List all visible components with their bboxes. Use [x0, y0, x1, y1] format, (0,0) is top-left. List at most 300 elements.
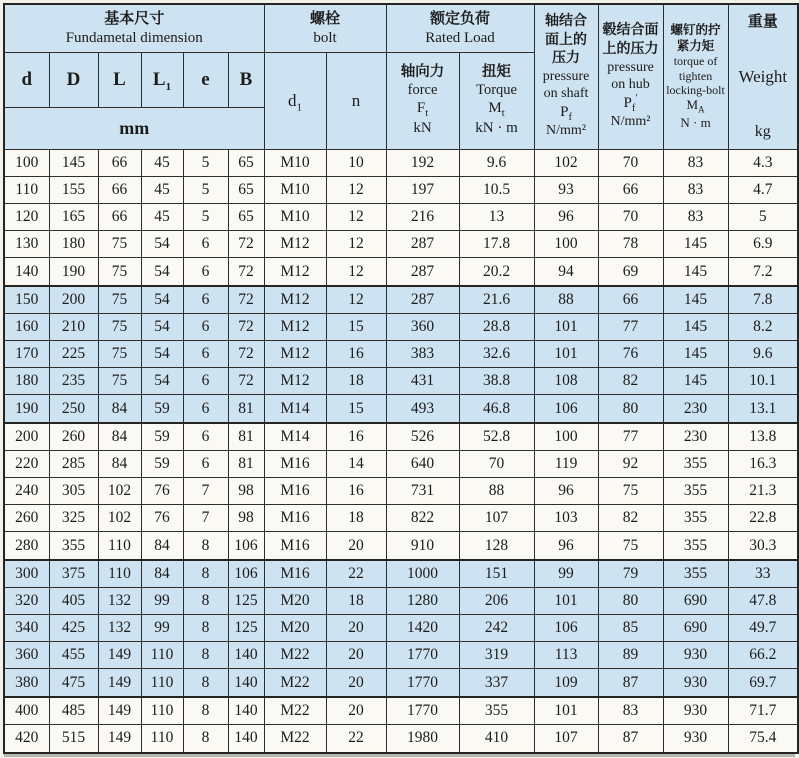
pressure-hub-symbol: $P_f'$	[623, 92, 638, 114]
table-cell: M16	[264, 505, 326, 532]
table-cell: 190	[49, 258, 98, 286]
table-cell: 78	[598, 231, 663, 258]
weight-zh: 重量	[747, 14, 778, 30]
force-unit: kN	[413, 119, 432, 136]
table-cell: 930	[663, 669, 728, 697]
table-cell: 66	[598, 177, 663, 204]
table-cell: 235	[49, 368, 98, 395]
table-cell: 113	[534, 642, 598, 669]
table-cell: M12	[264, 368, 326, 395]
table-cell: 66	[98, 150, 141, 177]
table-row	[4, 314, 798, 341]
torque-symbol: $M_t$	[488, 100, 505, 119]
header-bolt	[264, 4, 386, 52]
table-cell: 54	[141, 368, 183, 395]
table-cell: 12	[326, 204, 386, 231]
table-cell: 431	[386, 368, 459, 395]
table-cell: 76	[141, 505, 183, 532]
table-cell: 88	[534, 286, 598, 314]
table-cell: 8	[183, 588, 228, 615]
table-cell: 360	[386, 314, 459, 341]
torque-en: Torque	[476, 81, 517, 98]
table-cell: 16	[326, 423, 386, 451]
pressure-shaft-unit: N/mm²	[546, 123, 587, 139]
table-row	[4, 150, 798, 177]
table-cell: 128	[459, 532, 534, 560]
table-cell: 5	[183, 177, 228, 204]
table-cell: 45	[141, 177, 183, 204]
table-cell: 59	[141, 451, 183, 478]
table-cell: 280	[4, 532, 49, 560]
table-row	[4, 423, 798, 451]
table-cell: 83	[663, 177, 728, 204]
table-cell: 6	[183, 395, 228, 423]
table-cell: 14	[326, 451, 386, 478]
table-cell: 192	[386, 150, 459, 177]
header-col-d: d	[4, 52, 49, 108]
table-cell: 690	[663, 588, 728, 615]
table-cell: 260	[4, 505, 49, 532]
table-cell: 80	[598, 395, 663, 423]
table-cell: 66	[98, 177, 141, 204]
table-cell: 16	[326, 341, 386, 368]
table-row	[4, 505, 798, 532]
table-cell: 6	[183, 258, 228, 286]
table-cell: 140	[228, 725, 264, 753]
table-cell: 110	[4, 177, 49, 204]
table-cell: 6	[183, 368, 228, 395]
table-cell: 6	[183, 231, 228, 258]
table-cell: 149	[98, 725, 141, 753]
force-en: force	[407, 81, 438, 98]
table-cell: 28.8	[459, 314, 534, 341]
table-row	[4, 725, 798, 753]
table-cell: 102	[98, 478, 141, 505]
table-cell: 200	[49, 286, 98, 314]
table-cell: 197	[386, 177, 459, 204]
table-cell: 101	[534, 341, 598, 368]
table-cell: 18	[326, 505, 386, 532]
table-cell: 65	[228, 177, 264, 204]
table-cell: 87	[598, 669, 663, 697]
table-cell: M16	[264, 532, 326, 560]
table-cell: 140	[228, 669, 264, 697]
weight-header-stack	[729, 5, 798, 149]
table-cell: 84	[98, 451, 141, 478]
header-rated-zh: 额定负荷	[430, 10, 491, 27]
pressure-hub-en: pressure on hub	[607, 59, 654, 93]
table-cell: 106	[228, 532, 264, 560]
header-pressure-shaft	[534, 4, 598, 150]
table-cell: 6.9	[728, 231, 798, 258]
table-cell: 70	[598, 204, 663, 231]
table-cell: 17.8	[459, 231, 534, 258]
table-cell: 30.3	[728, 532, 798, 560]
table-cell: 1770	[386, 669, 459, 697]
table-cell: 66	[98, 204, 141, 231]
table-cell: 640	[386, 451, 459, 478]
table-cell: 98	[228, 478, 264, 505]
header-rated-en: Rated Load	[425, 29, 495, 46]
table-cell: 83	[663, 150, 728, 177]
table-row	[4, 231, 798, 258]
table-cell: 99	[534, 560, 598, 588]
table-cell: 65	[228, 204, 264, 231]
table-row	[4, 478, 798, 505]
table-cell: M22	[264, 669, 326, 697]
table-cell: 94	[534, 258, 598, 286]
spec-table	[3, 3, 799, 754]
pressure-shaft-en: pressure on shaft	[542, 68, 590, 102]
table-cell: 355	[663, 451, 728, 478]
table-cell: M12	[264, 286, 326, 314]
table-cell: 250	[49, 395, 98, 423]
table-cell: M22	[264, 725, 326, 753]
table-cell: 319	[459, 642, 534, 669]
table-row	[4, 588, 798, 615]
table-cell: 38.8	[459, 368, 534, 395]
table-cell: M12	[264, 341, 326, 368]
table-cell: 22	[326, 560, 386, 588]
table-cell: 690	[663, 615, 728, 642]
table-cell: 20	[326, 669, 386, 697]
table-cell: 455	[49, 642, 98, 669]
table-cell: 96	[534, 532, 598, 560]
table-cell: 8	[183, 669, 228, 697]
table-cell: 84	[98, 423, 141, 451]
table-cell: 99	[141, 588, 183, 615]
table-cell: 230	[663, 395, 728, 423]
table-cell: 206	[459, 588, 534, 615]
table-cell: 145	[49, 150, 98, 177]
table-cell: 200	[4, 423, 49, 451]
pressure-shaft-symbol: $P_f$	[560, 103, 572, 123]
table-cell: 84	[141, 560, 183, 588]
header-col-L: L	[98, 52, 141, 108]
table-cell: 72	[228, 314, 264, 341]
torque-zh: 扭矩	[482, 64, 512, 81]
table-cell: M10	[264, 150, 326, 177]
header-col-B: B	[228, 52, 264, 108]
table-cell: 75	[98, 341, 141, 368]
table-cell: M20	[264, 615, 326, 642]
table-cell: 145	[663, 368, 728, 395]
table-cell: 151	[459, 560, 534, 588]
table-cell: 75	[98, 231, 141, 258]
table-cell: 106	[534, 395, 598, 423]
table-cell: 69	[598, 258, 663, 286]
table-cell: 7	[183, 478, 228, 505]
header-col-torque	[459, 52, 534, 150]
table-cell: M16	[264, 560, 326, 588]
table-cell: 287	[386, 258, 459, 286]
table-cell: M20	[264, 588, 326, 615]
table-cell: 100	[534, 423, 598, 451]
table-cell: 75	[598, 532, 663, 560]
table-cell: 8	[183, 560, 228, 588]
table-row	[4, 395, 798, 423]
table-cell: 110	[141, 669, 183, 697]
table-cell: M10	[264, 177, 326, 204]
table-cell: 149	[98, 669, 141, 697]
table-row	[4, 204, 798, 231]
table-cell: 110	[141, 642, 183, 669]
table-cell: 9.6	[728, 341, 798, 368]
table-cell: 83	[598, 697, 663, 725]
table-row	[4, 669, 798, 697]
table-cell: 140	[4, 258, 49, 286]
locking-torque-symbol: $M_A$	[686, 97, 705, 115]
table-cell: 22	[326, 725, 386, 753]
table-cell: 108	[534, 368, 598, 395]
header-col-D: D	[49, 52, 98, 108]
table-cell: 4.7	[728, 177, 798, 204]
table-cell: 52.8	[459, 423, 534, 451]
table-cell: 72	[228, 286, 264, 314]
table-cell: 1420	[386, 615, 459, 642]
table-cell: 910	[386, 532, 459, 560]
table-cell: 13	[459, 204, 534, 231]
table-cell: 70	[598, 150, 663, 177]
table-cell: 140	[228, 697, 264, 725]
table-cell: 930	[663, 697, 728, 725]
table-cell: 85	[598, 615, 663, 642]
table-cell: 81	[228, 423, 264, 451]
table-cell: 400	[4, 697, 49, 725]
table-cell: 13.8	[728, 423, 798, 451]
table-cell: 92	[598, 451, 663, 478]
table-cell: 242	[459, 615, 534, 642]
table-cell: 20	[326, 615, 386, 642]
table-cell: 84	[98, 395, 141, 423]
table-cell: 731	[386, 478, 459, 505]
table-cell: 160	[4, 314, 49, 341]
table-cell: 45	[141, 150, 183, 177]
table-cell: 260	[49, 423, 98, 451]
table-cell: 150	[4, 286, 49, 314]
table-cell: 110	[98, 532, 141, 560]
table-cell: 75	[98, 368, 141, 395]
table-cell: 10.5	[459, 177, 534, 204]
table-cell: 485	[49, 697, 98, 725]
table-cell: 80	[598, 588, 663, 615]
table-cell: 287	[386, 286, 459, 314]
table-cell: 107	[534, 725, 598, 753]
table-cell: 98	[228, 505, 264, 532]
table-cell: 15	[326, 314, 386, 341]
table-cell: 13.1	[728, 395, 798, 423]
table-cell: 7.2	[728, 258, 798, 286]
header-col-force	[386, 52, 459, 150]
table-cell: 110	[141, 725, 183, 753]
weight-unit: kg	[754, 122, 771, 140]
table-cell: 100	[534, 231, 598, 258]
table-cell: 54	[141, 314, 183, 341]
table-body	[4, 150, 798, 753]
table-cell: 420	[4, 725, 49, 753]
table-cell: 54	[141, 258, 183, 286]
table-cell: 54	[141, 341, 183, 368]
table-cell: 22.8	[728, 505, 798, 532]
table-cell: 12	[326, 177, 386, 204]
table-cell: 66.2	[728, 642, 798, 669]
table-cell: 355	[663, 560, 728, 588]
table-cell: 75.4	[728, 725, 798, 753]
header-mm-unit: mm	[4, 108, 264, 150]
table-row	[4, 697, 798, 725]
table-cell: 99	[141, 615, 183, 642]
table-cell: M16	[264, 478, 326, 505]
table-cell: 65	[228, 150, 264, 177]
table-cell: 305	[49, 478, 98, 505]
table-cell: 300	[4, 560, 49, 588]
table-cell: 20.2	[459, 258, 534, 286]
table-row	[4, 642, 798, 669]
table-cell: 103	[534, 505, 598, 532]
table-cell: 5	[728, 204, 798, 231]
force-symbol: $F_t$	[416, 100, 429, 119]
table-cell: 375	[49, 560, 98, 588]
table-cell: 88	[459, 478, 534, 505]
header-locking-torque	[663, 4, 728, 150]
table-cell: 132	[98, 615, 141, 642]
header-bolt-zh: 螺栓	[310, 10, 341, 27]
table-cell: 75	[98, 314, 141, 341]
table-cell: 75	[98, 286, 141, 314]
table-cell: 16.3	[728, 451, 798, 478]
table-cell: 76	[598, 341, 663, 368]
table-cell: 66	[598, 286, 663, 314]
table-cell: 1280	[386, 588, 459, 615]
table-cell: M12	[264, 258, 326, 286]
table-cell: 6	[183, 286, 228, 314]
table-cell: 8	[183, 697, 228, 725]
table-cell: 82	[598, 505, 663, 532]
table-row	[4, 368, 798, 395]
table-header	[4, 4, 798, 150]
table-cell: 930	[663, 642, 728, 669]
header-basic-dimension	[4, 4, 264, 52]
table-cell: 96	[534, 204, 598, 231]
table-cell: 240	[4, 478, 49, 505]
table-cell: 101	[534, 314, 598, 341]
table-cell: 110	[98, 560, 141, 588]
table-cell: 4.3	[728, 150, 798, 177]
table-cell: 71.7	[728, 697, 798, 725]
table-cell: 475	[49, 669, 98, 697]
header-weight	[728, 4, 798, 150]
table-cell: 46.8	[459, 395, 534, 423]
pressure-hub-unit: N/mm²	[610, 114, 651, 130]
table-cell: 83	[663, 204, 728, 231]
table-cell: 72	[228, 341, 264, 368]
table-cell: 70	[459, 451, 534, 478]
table-cell: M12	[264, 314, 326, 341]
table-cell: 130	[4, 231, 49, 258]
table-cell: 355	[663, 505, 728, 532]
table-cell: 493	[386, 395, 459, 423]
table-cell: 100	[4, 150, 49, 177]
table-row	[4, 451, 798, 478]
table-cell: 8.2	[728, 314, 798, 341]
table-cell: 360	[4, 642, 49, 669]
table-cell: 96	[534, 478, 598, 505]
table-cell: 109	[534, 669, 598, 697]
table-cell: M14	[264, 395, 326, 423]
table-row	[4, 341, 798, 368]
table-cell: 32.6	[459, 341, 534, 368]
table-cell: 145	[663, 314, 728, 341]
table-cell: 93	[534, 177, 598, 204]
locking-torque-en: torque of tighten locking-bolt	[666, 54, 725, 97]
header-basic-en: Fundametal dimension	[65, 29, 203, 46]
table-cell: 72	[228, 231, 264, 258]
table-cell: 72	[228, 368, 264, 395]
table-cell: 337	[459, 669, 534, 697]
table-cell: 230	[663, 423, 728, 451]
table-cell: 87	[598, 725, 663, 753]
table-cell: 210	[49, 314, 98, 341]
table-cell: 149	[98, 697, 141, 725]
table-cell: 21.3	[728, 478, 798, 505]
table-cell: 49.7	[728, 615, 798, 642]
table-cell: 380	[4, 669, 49, 697]
pressure-shaft-zh: 轴结合面上的压力	[545, 14, 588, 66]
table-row	[4, 532, 798, 560]
table-cell: 526	[386, 423, 459, 451]
table-cell: 106	[228, 560, 264, 588]
table-row	[4, 615, 798, 642]
table-cell: 102	[534, 150, 598, 177]
table-cell: 180	[49, 231, 98, 258]
table-cell: 930	[663, 725, 728, 753]
table-cell: M22	[264, 642, 326, 669]
table-cell: 8	[183, 725, 228, 753]
locking-torque-unit: N · m	[680, 115, 711, 131]
pressure-hub-zh: 毂结合面上的压力	[602, 23, 659, 57]
table-cell: 405	[49, 588, 98, 615]
table-cell: 18	[326, 368, 386, 395]
table-cell: 45	[141, 204, 183, 231]
table-cell: 132	[98, 588, 141, 615]
table-cell: 81	[228, 395, 264, 423]
table-cell: 110	[141, 697, 183, 725]
table-cell: 15	[326, 395, 386, 423]
table-cell: 190	[4, 395, 49, 423]
locking-torque-zh: 螺钉的拧紧力矩	[670, 22, 721, 53]
table-cell: 125	[228, 615, 264, 642]
table-cell: 8	[183, 642, 228, 669]
table-cell: 107	[459, 505, 534, 532]
table-cell: 10	[326, 150, 386, 177]
table-cell: 101	[534, 588, 598, 615]
table-cell: 102	[98, 505, 141, 532]
table-cell: 106	[534, 615, 598, 642]
table-cell: 77	[598, 314, 663, 341]
table-cell: 1770	[386, 697, 459, 725]
header-basic-zh: 基本尺寸	[104, 10, 165, 27]
table-cell: 6	[183, 451, 228, 478]
torque-unit: kN · m	[475, 119, 518, 136]
table-cell: 21.6	[459, 286, 534, 314]
table-cell: 140	[228, 642, 264, 669]
table-cell: 20	[326, 697, 386, 725]
header-bolt-en: bolt	[313, 29, 337, 46]
table-cell: 145	[663, 231, 728, 258]
header-col-e: e	[183, 52, 228, 108]
table-cell: 76	[141, 478, 183, 505]
table-cell: 119	[534, 451, 598, 478]
